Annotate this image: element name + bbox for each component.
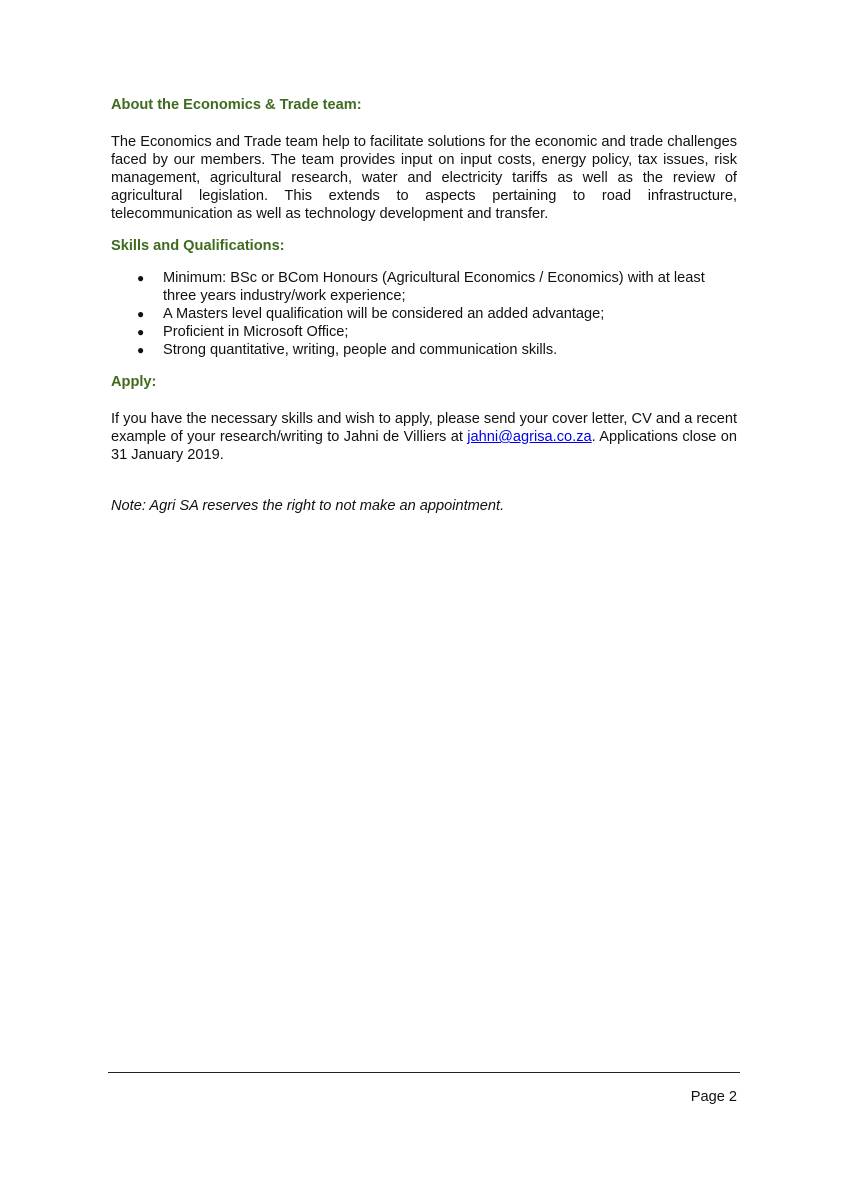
apply-text-after: . Applications close on 31 January 2019. — [111, 429, 737, 463]
document-body — [111, 96, 737, 515]
skills-list — [111, 269, 737, 359]
about-paragraph: The Economics and Trade team help to facilitate solutions for the economic and trade challenges faced by our members. The team provides input on input costs, energy policy, tax issues, risk management, agricultural research, water and electricity tariffs as well as the review of agricultural legislation. This extends to aspects pertaining to road infrastructure, telecommunication as well as technology development and transfer. — [111, 134, 737, 222]
footer-divider — [108, 1072, 740, 1073]
list-item-text: A Masters level qualification will be considered an added advantage; — [163, 306, 605, 322]
apply-heading: Apply: — [111, 374, 157, 390]
apply-paragraph — [111, 410, 737, 464]
apply-text-before: If you have the necessary skills and wish to apply, please send your cover letter, CV and a recent example of your research/writing to Jahni de Villiers at — [111, 411, 737, 445]
list-item — [111, 305, 737, 323]
list-item — [111, 323, 737, 341]
list-item — [111, 269, 737, 305]
list-item-text: Strong quantitative, writing, people and communication skills. — [163, 342, 558, 358]
bullet-icon: ● — [137, 343, 145, 357]
email-link[interactable]: jahni@agrisa.co.za — [467, 429, 592, 445]
about-heading: About the Economics & Trade team: — [111, 97, 362, 113]
list-item-text: Minimum: BSc or BCom Honours (Agricultural Economics / Economics) with at least three years industry/work experience; — [163, 270, 705, 304]
bullet-icon: ● — [137, 325, 145, 339]
list-item — [111, 341, 737, 359]
note-text: Note: Agri SA reserves the right to not make an appointment. — [111, 498, 505, 514]
list-item-text: Proficient in Microsoft Office; — [163, 324, 349, 340]
skills-heading: Skills and Qualifications: — [111, 238, 285, 254]
bullet-icon: ● — [137, 307, 145, 321]
bullet-icon: ● — [137, 271, 145, 285]
page-number: Page 2 — [690, 1089, 737, 1105]
